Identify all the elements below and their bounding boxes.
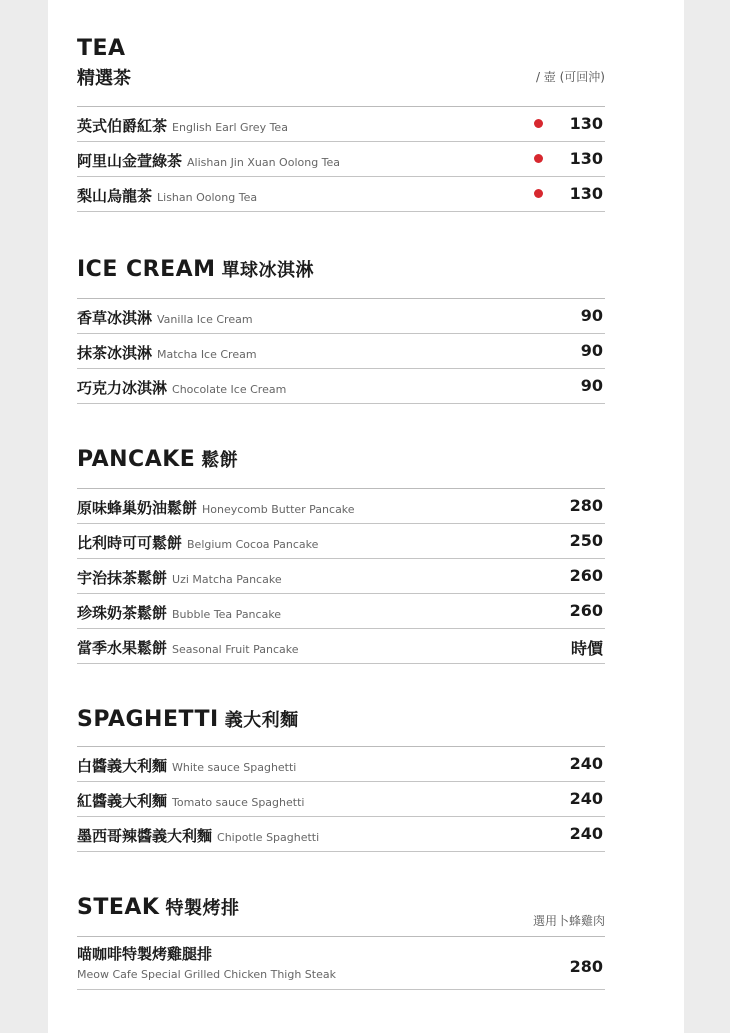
item-name (77, 790, 304, 811)
menu-item (77, 937, 605, 990)
menu-item (77, 299, 605, 334)
item-name-en: Chipotle Spaghetti (217, 831, 320, 844)
item-price: 130 (569, 149, 603, 168)
item-name (77, 377, 286, 398)
menu-item (77, 107, 605, 142)
menu-item (77, 629, 605, 664)
item-name-zh: 抹茶冰淇淋 (77, 344, 153, 362)
item-price: 90 (580, 376, 603, 395)
item-name (77, 755, 296, 776)
item-name (77, 943, 336, 981)
menu-item (77, 334, 605, 369)
item-price: 240 (569, 789, 603, 808)
section-title-zh: 義大利麵 (224, 710, 299, 731)
item-name-zh: 紅醬義大利麵 (77, 792, 168, 810)
item-name-zh: 巧克力冰淇淋 (77, 379, 168, 397)
item-name-en: Chocolate Ice Cream (172, 383, 287, 396)
red-dot-icon (534, 189, 543, 198)
item-name-zh: 珍珠奶茶鬆餅 (77, 604, 168, 622)
item-price: 90 (580, 306, 603, 325)
item-name-en: White sauce Spaghetti (172, 761, 297, 774)
section-title-en: ICE CREAM (77, 257, 216, 282)
item-name (77, 567, 282, 588)
item-name (77, 115, 288, 136)
menu-item (77, 817, 605, 852)
menu-item (77, 524, 605, 559)
item-name (77, 307, 253, 328)
item-name-zh: 喵咖啡特製烤雞腿排 (77, 945, 213, 963)
item-price: 時價 (570, 639, 603, 658)
item-price: 250 (569, 531, 603, 550)
section-title-zh: 鬆餅 (201, 450, 239, 471)
menu-item (77, 594, 605, 629)
section-title-zh: 特製烤排 (165, 898, 240, 919)
item-name-zh: 梨山烏龍茶 (77, 187, 153, 205)
item-name (77, 150, 340, 171)
menu-item (77, 177, 605, 212)
section-title-en: STEAK (77, 895, 160, 920)
section-title-zh: 單球冰淇淋 (221, 260, 315, 281)
item-name-en: Matcha Ice Cream (157, 348, 257, 361)
section-title-en: SPAGHETTI (77, 707, 219, 732)
price-unit-note: / 壺 (可回沖) (535, 70, 605, 84)
item-name (77, 825, 319, 846)
red-dot-icon (534, 154, 543, 163)
item-name-zh: 原味蜂巢奶油鬆餅 (77, 499, 198, 517)
item-price: 240 (569, 754, 603, 773)
item-name-zh: 香草冰淇淋 (77, 309, 153, 327)
red-dot-icon (534, 119, 543, 128)
item-name (77, 532, 318, 553)
menu-item (77, 782, 605, 817)
item-price: 260 (569, 601, 603, 620)
menu-item (77, 369, 605, 404)
item-name-zh: 當季水果鬆餅 (77, 639, 168, 657)
section-spaghetti (77, 706, 605, 852)
item-price: 280 (569, 496, 603, 515)
item-name (77, 602, 281, 623)
item-price: 240 (569, 824, 603, 843)
item-name-en: Tomato sauce Spaghetti (172, 796, 305, 809)
item-name-en: Meow Cafe Special Grilled Chicken Thigh Steak (77, 968, 336, 981)
item-name-zh: 阿里山金萱綠茶 (77, 152, 183, 170)
section-steak (77, 894, 605, 990)
section-title-en: PANCAKE (77, 447, 196, 472)
item-name-en: Alishan Jin Xuan Oolong Tea (187, 156, 341, 169)
item-name-en: Lishan Oolong Tea (157, 191, 258, 204)
item-price: 90 (580, 341, 603, 360)
item-name (77, 497, 355, 518)
section-pancake (77, 446, 605, 664)
section-tea (77, 36, 605, 212)
item-name (77, 185, 257, 206)
item-name (77, 342, 257, 363)
item-price: 260 (569, 566, 603, 585)
item-name-en: Uzi Matcha Pancake (172, 573, 282, 586)
menu-item (77, 747, 605, 782)
item-name-zh: 宇治抹茶鬆餅 (77, 569, 168, 587)
item-name-en: English Earl Grey Tea (172, 121, 288, 134)
menu-item (77, 489, 605, 524)
item-name-zh: 白醬義大利麵 (77, 757, 168, 775)
item-name-en: Seasonal Fruit Pancake (172, 643, 299, 656)
item-name-zh: 比利時可可鬆餅 (77, 534, 183, 552)
item-name-en: Vanilla Ice Cream (157, 313, 253, 326)
item-name-en: Honeycomb Butter Pancake (202, 503, 355, 516)
item-name-zh: 英式伯爵紅茶 (77, 117, 168, 135)
chicken-source-note: 選用卜蜂雞肉 (532, 914, 605, 928)
item-name-en: Belgium Cocoa Pancake (187, 538, 319, 551)
menu-item (77, 142, 605, 177)
item-name-zh: 墨西哥辣醬義大利麵 (77, 827, 213, 845)
item-name (77, 637, 299, 658)
section-title-zh: 精選茶 (77, 68, 131, 89)
item-price: 130 (569, 114, 603, 133)
section-title-en: TEA (77, 36, 126, 61)
item-price: 280 (569, 957, 603, 976)
item-name-en: Bubble Tea Pancake (172, 608, 282, 621)
menu-item (77, 559, 605, 594)
item-price: 130 (569, 184, 603, 203)
section-ice-cream (77, 256, 605, 404)
